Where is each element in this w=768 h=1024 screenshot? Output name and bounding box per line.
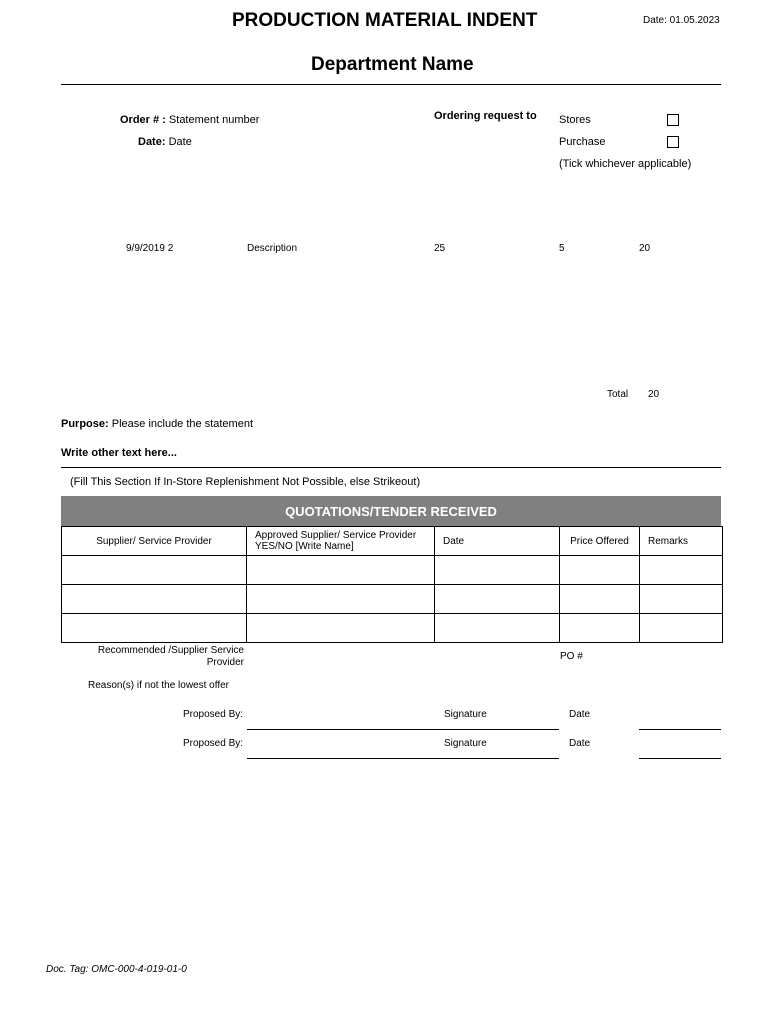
fill-note: (Fill This Section If In-Store Replenishment Not Possible, else Strikeout) xyxy=(70,476,421,488)
col-remarks: Remarks xyxy=(640,527,723,556)
quotations-table xyxy=(61,526,723,643)
item-col4: 5 xyxy=(559,243,565,254)
total-label: Total xyxy=(607,389,629,400)
page-title: PRODUCTION MATERIAL INDENT xyxy=(232,10,538,31)
table-cell[interactable] xyxy=(640,585,723,614)
signature-label-1: Signature xyxy=(444,709,487,720)
signature-label-2: Signature xyxy=(444,738,487,749)
proposed-by-label-1: Proposed By: xyxy=(183,709,244,720)
other-text: Write other text here... xyxy=(61,447,177,459)
table-cell[interactable] xyxy=(435,556,560,585)
purpose xyxy=(61,418,253,430)
date-line-1[interactable] xyxy=(639,729,721,730)
table-row xyxy=(62,556,723,585)
table-cell[interactable] xyxy=(640,556,723,585)
item-description: Description xyxy=(247,243,298,254)
total-value: 20 xyxy=(648,389,660,400)
purpose-value: Please include the statement xyxy=(111,418,254,430)
item-col3: 25 xyxy=(434,243,446,254)
order-number-value: Statement number xyxy=(168,114,260,126)
table-cell[interactable] xyxy=(640,614,723,643)
table-cell[interactable] xyxy=(247,585,435,614)
table-row xyxy=(62,585,723,614)
quotations-banner: QUOTATIONS/TENDER RECEIVED xyxy=(61,496,721,526)
department-name: Department Name xyxy=(311,54,474,75)
header-divider xyxy=(61,84,721,85)
proposed-by-line-2[interactable] xyxy=(247,758,559,759)
order-number-label: Order # : xyxy=(120,114,166,126)
table-cell[interactable] xyxy=(62,585,247,614)
po-label: PO # xyxy=(560,651,583,662)
tick-note: (Tick whichever applicable) xyxy=(559,158,692,170)
order-date-value: Date xyxy=(168,136,192,148)
recommended-label: Recommended /Supplier Service Provider xyxy=(97,645,244,668)
doc-tag: Doc. Tag: OMC-000-4-019-01-0 xyxy=(46,964,187,975)
table-cell[interactable] xyxy=(560,556,640,585)
order-date-label: Date: xyxy=(138,136,166,148)
table-cell[interactable] xyxy=(62,556,247,585)
proposed-by-label-2: Proposed By: xyxy=(183,738,244,749)
table-cell[interactable] xyxy=(62,614,247,643)
table-cell[interactable] xyxy=(560,614,640,643)
stores-checkbox[interactable] xyxy=(667,114,679,126)
col-date: Date xyxy=(435,527,560,556)
purpose-divider xyxy=(61,467,721,468)
table-cell[interactable] xyxy=(247,614,435,643)
col-approved-supplier: Approved Supplier/ Service Provider YES/NO [Write Name] xyxy=(247,527,435,556)
date-label-1: Date xyxy=(569,709,591,720)
purchase-label: Purchase xyxy=(559,136,606,148)
item-date: 9/9/2019 2 xyxy=(126,243,174,254)
proposed-by-line-1[interactable] xyxy=(247,729,559,730)
table-cell[interactable] xyxy=(435,614,560,643)
order-date xyxy=(138,136,192,148)
table-cell[interactable] xyxy=(560,585,640,614)
table-cell[interactable] xyxy=(435,585,560,614)
col-supplier: Supplier/ Service Provider xyxy=(62,527,247,556)
table-row xyxy=(62,614,723,643)
ordering-request-label: Ordering request to xyxy=(434,110,537,122)
purpose-label: Purpose: xyxy=(61,418,109,430)
purchase-checkbox[interactable] xyxy=(667,136,679,148)
date-label-2: Date xyxy=(569,738,591,749)
date-line-2[interactable] xyxy=(639,758,721,759)
col-price-offered: Price Offered xyxy=(560,527,640,556)
reason-label: Reason(s) if not the lowest offer xyxy=(88,680,229,691)
header-date: Date: 01.05.2023 xyxy=(643,15,720,26)
order-number xyxy=(120,114,259,126)
stores-label: Stores xyxy=(559,114,591,126)
quotations-header-row xyxy=(62,527,723,556)
table-cell[interactable] xyxy=(247,556,435,585)
item-col5: 20 xyxy=(639,243,651,254)
